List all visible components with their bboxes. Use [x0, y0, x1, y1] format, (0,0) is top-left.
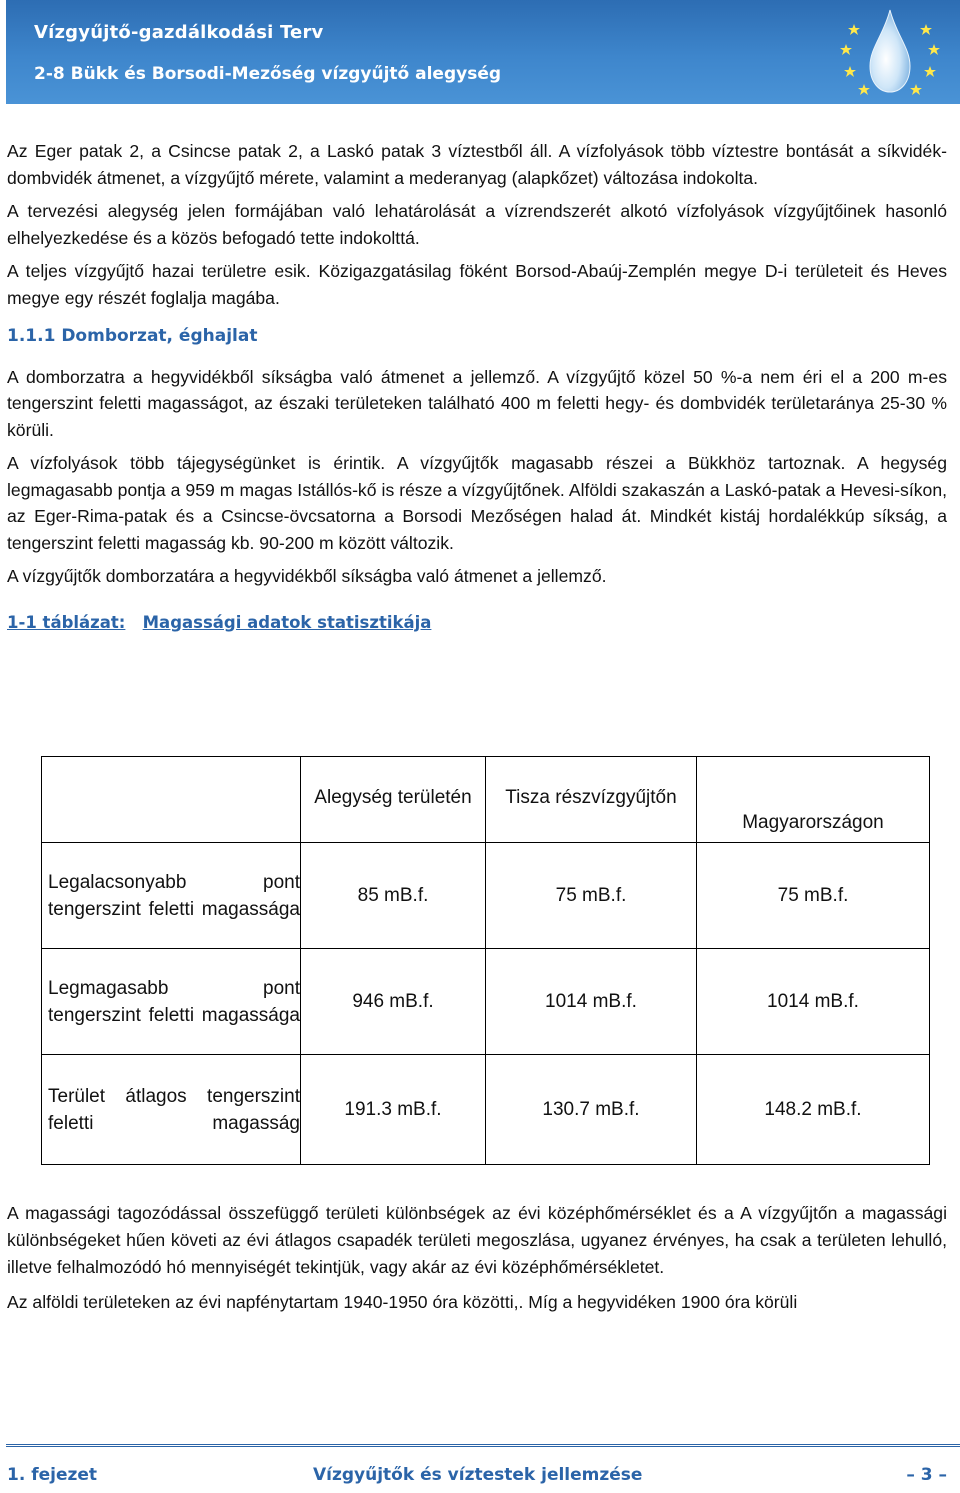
paragraph: A tervezési alegység jelen formájában való lehatárolását a vízrendszerét alkotó vízfolyások vízgyűjtőinek hasonló elhelyezkedése és a közös befogadó tette indokolttá. [7, 201, 947, 248]
paragraph: A domborzatra a hegyvidékből síkságba való átmenet a jellemző. A vízgyűjtő közel 50 %-a nem éri el a 200 m-es tengerszint feletti magasságot, az északi területeken található 400 m feletti hegy- és dombvidék területaránya 25-30 % körüli. [7, 366, 947, 440]
table-cell: 1014 mB.f. [697, 949, 930, 1055]
paragraph: A vízgyűjtők domborzatára a hegyvidékből síkságba való átmenet a jellemző. [7, 566, 607, 586]
table-row [42, 1055, 930, 1165]
paragraph: A vízfolyások több tájegységünket is érintik. A vízgyűjtők magasabb részei a Bükkhöz tartoznak. A hegység legmagasabb pontja a 959 m magas Istállós-kő is része a vízgyűjtőnek. Alföldi szakaszán a Laskó-patak a Hevesi-síkon, az Eger-Rima-patak és a Csincse-övcsatorna a Borsodi Mezőségen halad át. Mindkét kistáj hordalékkúp síkság, a tengerszint feletti magasság kb. 90-200 m között változik. [7, 453, 947, 553]
table-cell: 130.7 mB.f. [486, 1055, 697, 1165]
table-cell: 191.3 mB.f. [301, 1055, 486, 1165]
table-cell: 75 mB.f. [486, 843, 697, 949]
table-caption [7, 610, 947, 637]
footer-center-title: Vízgyűjtők és víztestek jellemzése [313, 1465, 643, 1485]
paragraph: A teljes vízgyűjtő hazai területre esik. Közigazgatásilag föként Borsod-Abaúj-Zemplén megye D-i területeit és Heves megye egy részét foglalja magába. [7, 261, 947, 308]
column-header: Magyarországon [697, 757, 930, 843]
paragraph: A magassági tagozódással összefüggő területi különbségek az évi középhőmérséklet és a A vízgyűjtőn a magassági különbségeket hűen követi az évi átlagos csapadék területi megoszlása, ugyanez érvényes, ha csak a területen lehulló, illetve felhalmozódó hó mennyiségét tekintjük, vagy akár az évi középhőmérsékletet. [7, 1203, 947, 1277]
paragraph: Az Eger patak 2, a Csincse patak 2, a Laskó patak 3 víztestből áll. A vízfolyások több víztestre bontását a síkvidék-dombvidék átmenet, a vízgyűjtő mérete, valamint a mederanyag (alapkőzet) változása indokolta. [7, 141, 947, 188]
row-label: Legmagasabb pont tengerszint feletti magassága [42, 949, 301, 1055]
elevation-stats-table [41, 756, 930, 1165]
section-heading: 1.1.1 Domborzat, éghajlat [7, 326, 258, 346]
table-cell: 946 mB.f. [301, 949, 486, 1055]
row-label: Terület átlagos tengerszint feletti magasság [42, 1055, 301, 1165]
table-row [42, 843, 930, 949]
footer-divider [6, 1444, 960, 1447]
table-corner-cell [42, 757, 301, 843]
page-header [6, 0, 960, 104]
table-caption-title: Magassági adatok statisztikája [142, 612, 432, 632]
footer-chapter: 1. fejezet [7, 1465, 98, 1485]
table-cell: 148.2 mB.f. [697, 1055, 930, 1165]
table-caption-label: 1-1 táblázat: [7, 612, 126, 632]
header-title: Vízgyűjtő-gazdálkodási Terv [34, 22, 324, 43]
row-label: Legalacsonyabb pont tengerszint feletti magassága [42, 843, 301, 949]
body-text-after-table [7, 1200, 947, 1324]
paragraph: Az alföldi területeken az évi napfénytartam 1940-1950 óra közötti,. Míg a hegyvidéken 1900 óra körüli [7, 1292, 798, 1312]
table-cell: 1014 mB.f. [486, 949, 697, 1055]
table-cell: 85 mB.f. [301, 843, 486, 949]
header-subtitle: 2-8 Bükk és Borsodi-Mezőség vízgyűjtő alegység [34, 64, 502, 84]
column-header: Tisza részvízgyűjtőn [486, 757, 697, 843]
table-header-row [42, 757, 930, 843]
body-text [7, 138, 947, 636]
table-row [42, 949, 930, 1055]
column-header: Alegység területén [301, 757, 486, 843]
page-number: – 3 – [906, 1465, 947, 1485]
water-drop-eu-stars-logo-icon [832, 4, 948, 100]
table-cell: 75 mB.f. [697, 843, 930, 949]
